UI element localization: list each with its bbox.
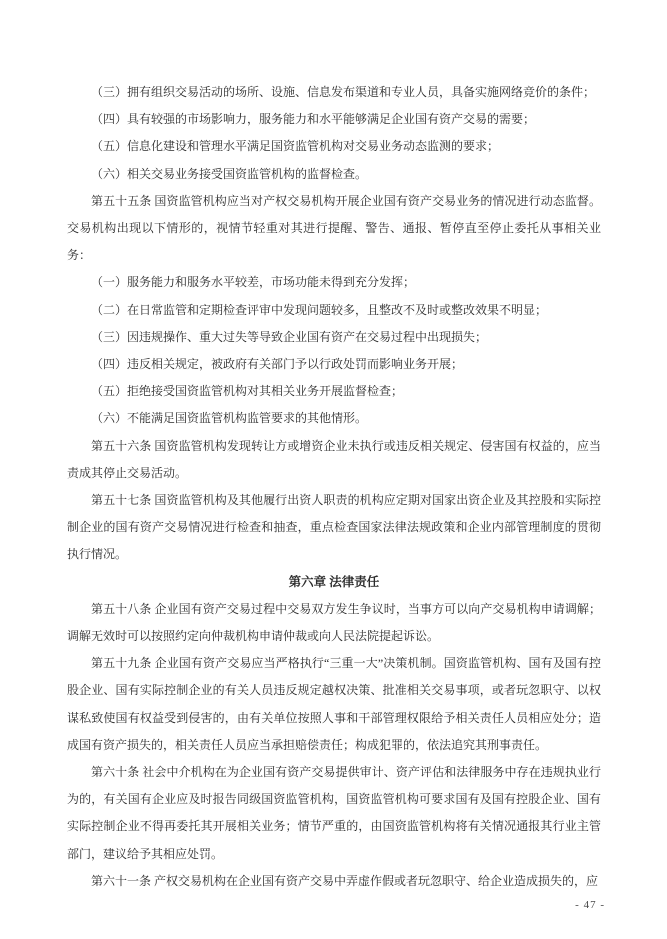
list-item: （四）违反相关规定，被政府有关部门予以行政处罚而影响业务开展；: [91, 357, 464, 372]
list-item: （五）信息化建设和管理水平满足国资监管机构对交易业务动态监测的要求；: [91, 139, 500, 154]
article-paragraph: 第六十条 社会中介机构在为企业国有资产交易提供审计、资产评估和法律服务中存在违规执业行为的，有关国有企业应及时报告同级国资监管机构，国资监管机构可要求国有及国有控股企业、国有实际控制企业不得再委托其开展相关业务；情节严重的，由国资监管机构将有关情况通报其行业主管部门，建议给予其相应处罚。: [67, 765, 601, 861]
article-paragraph: 第六十一条 产权交易机构在企业国有资产交易中弄虚作假或者玩忽职守、给企业造成损失的，应: [91, 873, 599, 888]
list-item: （三）因违规操作、重大过失等导致企业国有资产在交易过程中出现损失；: [91, 329, 488, 344]
page-number: - 47 -: [575, 899, 605, 911]
article-paragraph: 第五十九条 企业国有资产交易应当严格执行“三重一大”决策机制。国资监管机构、国有及国有控股企业、国有实际控制企业的有关人员违反规定越权决策、批准相关交易事项，或者玩忽职守、以权谋私致使国有权益受到侵害的，由有关单位按照人事和干部管理权限给予相关责任人员相应处分；造成国有资产损失的，相关责任人员应当承担赔偿责任；构成犯罪的，依法追究其刑事责任。: [67, 656, 601, 752]
article-paragraph: 第五十六条 国资监管机构发现转让方或增资企业未执行或违反相关规定、侵害国有权益的，应当责成其停止交易活动。: [67, 438, 601, 480]
article-paragraph: 第五十八条 企业国有资产交易过程中交易双方发生争议时，当事方可以向产交易机构申请调解；调解无效时可以按照约定向仲裁机构申请仲裁或向人民法院提起诉讼。: [67, 601, 601, 644]
list-item: （六）相关交易业务接受国资监管机构的监督检查。: [91, 166, 368, 181]
article-paragraph: 第五十七条 国资监管机构及其他履行出资人职责的机构应定期对国家出资企业及其控股和实际控制企业的国有资产交易情况进行检查和抽查，重点检查国家法律法规政策和企业内部管理制度的贯彻执行情况。: [67, 493, 601, 562]
document-body: [67, 79, 601, 895]
list-item: （三）拥有组织交易活动的场所、设施、信息发布渠道和专业人员，具备实施网络竞价的条件；: [91, 85, 596, 99]
list-item: （二）在日常监管和定期检查评审中发现问题较多，且整改不及时或整改效果不明显；: [91, 302, 548, 317]
list-item: （五）拒绝接受国资监管机构对其相关业务开展监督检查；: [91, 384, 404, 399]
list-item: （六）不能满足国资监管机构监管要求的其他情形。: [91, 411, 368, 426]
list-item: （一）服务能力和服务水平较差，市场功能未得到充分发挥；: [91, 275, 416, 290]
chapter-heading: 第六章 法律责任: [288, 574, 380, 589]
article-paragraph: 第五十五条 国资监管机构应当对产权交易机构开展企业国有资产交易业务的情况进行动态监督。交易机构出现以下情形的，视情节轻重对其进行提醒、警告、通报、暂停直至停止委托从事相关业务：: [67, 193, 601, 263]
list-item: （四）具有较强的市场影响力，服务能力和水平能够满足企业国有资产交易的需要；: [91, 112, 536, 127]
